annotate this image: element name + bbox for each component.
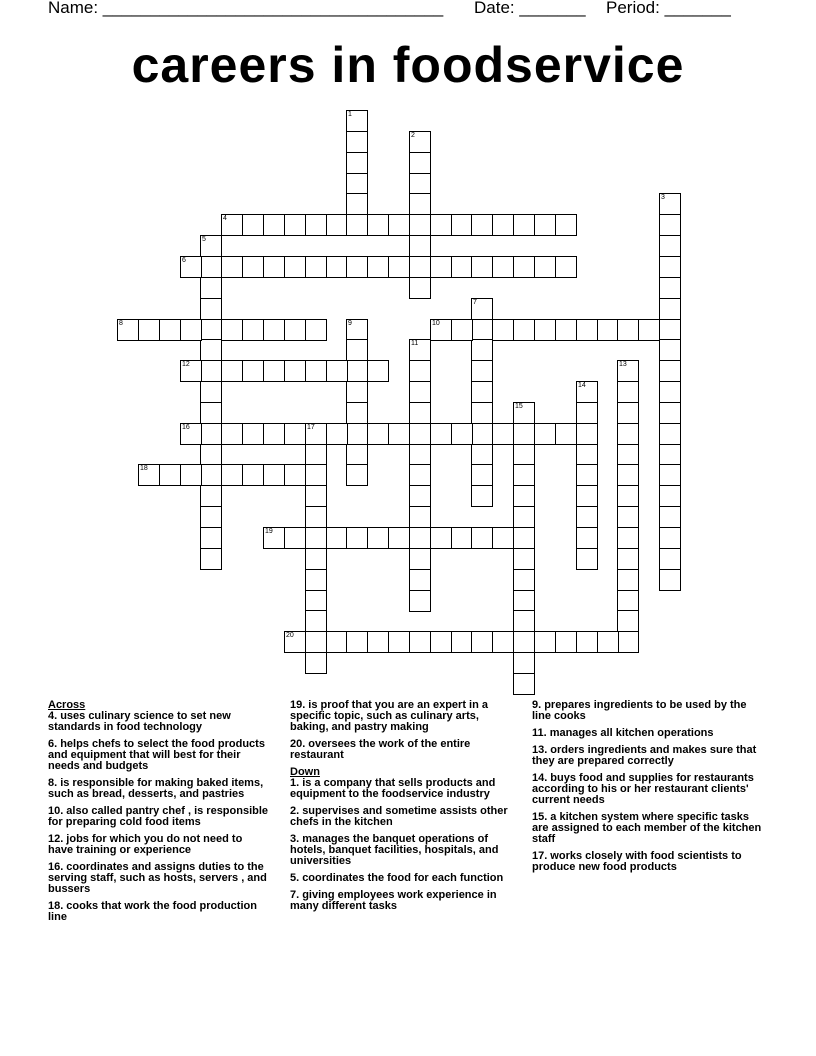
- clue-number: 13: [619, 361, 627, 368]
- name-field-label[interactable]: Name: ____________________________________: [48, 0, 444, 17]
- grid-cell[interactable]: [305, 423, 327, 445]
- grid-cell[interactable]: [138, 464, 160, 486]
- grid-cell[interactable]: [221, 214, 243, 236]
- grid-cell[interactable]: [659, 339, 681, 361]
- grid-cell[interactable]: [576, 444, 598, 466]
- clue-across-8: 8. is responsible for making baked items, such as bread, desserts, and pastries: [48, 777, 264, 800]
- grid-cell[interactable]: [513, 610, 535, 632]
- grid-cell[interactable]: [513, 423, 535, 445]
- grid-cell[interactable]: [367, 214, 389, 236]
- grid-cell[interactable]: [346, 256, 368, 278]
- grid-cell[interactable]: [471, 298, 493, 320]
- grid-cell[interactable]: [200, 402, 222, 424]
- clue-number: 17: [307, 424, 315, 431]
- grid-cell[interactable]: [471, 319, 493, 341]
- grid-cell[interactable]: [617, 548, 639, 570]
- grid-cell[interactable]: [471, 360, 493, 382]
- grid-cell[interactable]: [409, 173, 431, 195]
- grid-cell[interactable]: [138, 319, 160, 341]
- grid-cell[interactable]: [200, 464, 222, 486]
- clue-down-13: 13. orders ingredients and makes sure that they are prepared correctly: [532, 744, 757, 767]
- grid-cell[interactable]: [659, 485, 681, 507]
- grid-cell[interactable]: [284, 360, 306, 382]
- grid-cell[interactable]: [388, 527, 410, 549]
- grid-cell[interactable]: [659, 277, 681, 299]
- clue-down-15: 15. a kitchen system where specific tasks are assigned to each member of the kitchen staff: [532, 811, 762, 845]
- grid-cell[interactable]: [346, 381, 368, 403]
- grid-cell[interactable]: [388, 631, 410, 653]
- grid-cell[interactable]: [159, 319, 181, 341]
- grid-cell[interactable]: [346, 464, 368, 486]
- grid-cell[interactable]: [200, 485, 222, 507]
- grid-cell[interactable]: [555, 631, 577, 653]
- clue-across-16: 16. coordinates and assigns duties to the serving staff, such as hosts, servers , and bussers: [48, 861, 267, 895]
- grid-cell[interactable]: [305, 464, 327, 486]
- grid-cell[interactable]: [513, 402, 535, 424]
- grid-cell[interactable]: [513, 256, 535, 278]
- grid-cell[interactable]: [659, 381, 681, 403]
- grid-cell[interactable]: [242, 360, 264, 382]
- grid-cell[interactable]: [617, 590, 639, 612]
- grid-cell[interactable]: [346, 360, 368, 382]
- grid-cell[interactable]: [409, 214, 431, 236]
- grid-cell[interactable]: [409, 360, 431, 382]
- grid-cell[interactable]: [263, 360, 285, 382]
- grid-cell[interactable]: [409, 256, 431, 278]
- grid-cell[interactable]: [534, 423, 556, 445]
- grid-cell[interactable]: [200, 360, 222, 382]
- grid-cell[interactable]: [326, 214, 348, 236]
- grid-cell[interactable]: [305, 256, 327, 278]
- grid-cell[interactable]: [471, 381, 493, 403]
- grid-cell[interactable]: [305, 652, 327, 674]
- grid-cell[interactable]: [346, 339, 368, 361]
- grid-cell[interactable]: [576, 506, 598, 528]
- grid-cell[interactable]: [388, 423, 410, 445]
- clue-number: 12: [182, 361, 190, 368]
- grid-cell[interactable]: [409, 402, 431, 424]
- grid-cell[interactable]: [346, 152, 368, 174]
- grid-cell[interactable]: [200, 548, 222, 570]
- clue-number: 10: [432, 320, 440, 327]
- grid-cell[interactable]: [576, 464, 598, 486]
- grid-cell[interactable]: [534, 214, 556, 236]
- grid-cell[interactable]: [617, 569, 639, 591]
- grid-cell[interactable]: [409, 235, 431, 257]
- grid-cell[interactable]: [409, 131, 431, 153]
- grid-cell[interactable]: [180, 464, 202, 486]
- grid-cell[interactable]: [200, 444, 222, 466]
- grid-cell[interactable]: [367, 527, 389, 549]
- grid-cell[interactable]: [305, 319, 327, 341]
- clue-number: 3: [661, 194, 665, 201]
- grid-cell[interactable]: [221, 360, 243, 382]
- grid-cell[interactable]: [305, 548, 327, 570]
- grid-cell[interactable]: [451, 319, 473, 341]
- grid-cell[interactable]: [326, 256, 348, 278]
- grid-cell[interactable]: [659, 402, 681, 424]
- grid-cell[interactable]: [409, 464, 431, 486]
- clue-down-7: 7. giving employees work experience in many different tasks: [290, 889, 497, 912]
- grid-cell[interactable]: [284, 423, 306, 445]
- grid-cell[interactable]: [617, 485, 639, 507]
- grid-cell[interactable]: [430, 214, 452, 236]
- clue-number: 14: [578, 382, 586, 389]
- grid-cell[interactable]: [221, 319, 243, 341]
- grid-cell[interactable]: [346, 402, 368, 424]
- grid-cell[interactable]: [659, 214, 681, 236]
- grid-cell[interactable]: [617, 464, 639, 486]
- clue-across-20: 20. oversees the work of the entire restaurant: [290, 738, 471, 761]
- grid-cell[interactable]: [367, 256, 389, 278]
- clue-across-18: 18. cooks that work the food production line: [48, 900, 257, 923]
- grid-cell[interactable]: [200, 277, 222, 299]
- grid-cell[interactable]: [263, 256, 285, 278]
- grid-cell[interactable]: [513, 673, 535, 695]
- grid-cell[interactable]: [492, 214, 514, 236]
- grid-cell[interactable]: [617, 527, 639, 549]
- clue-across-12: 12. jobs for which you do not need to have training or experience: [48, 833, 243, 856]
- clue-number: 9: [348, 320, 352, 327]
- clue-down-1: 1. is a company that sells products and equipment to the foodservice industry: [290, 777, 496, 800]
- grid-cell[interactable]: [367, 631, 389, 653]
- grid-cell[interactable]: [659, 298, 681, 320]
- grid-cell[interactable]: [346, 631, 368, 653]
- grid-cell[interactable]: [576, 527, 598, 549]
- grid-cell[interactable]: [242, 319, 264, 341]
- grid-cell[interactable]: [471, 444, 493, 466]
- grid-cell[interactable]: [471, 527, 493, 549]
- grid-cell[interactable]: [305, 631, 327, 653]
- grid-cell[interactable]: [346, 444, 368, 466]
- grid-cell[interactable]: [346, 423, 368, 445]
- grid-cell[interactable]: [284, 214, 306, 236]
- grid-cell[interactable]: [180, 423, 202, 445]
- grid-cell[interactable]: [492, 319, 514, 341]
- grid-cell[interactable]: [200, 381, 222, 403]
- period-field-label[interactable]: Period: _______: [606, 0, 731, 17]
- grid-cell[interactable]: [159, 464, 181, 486]
- grid-cell[interactable]: [513, 506, 535, 528]
- grid-cell[interactable]: [263, 527, 285, 549]
- grid-cell[interactable]: [555, 319, 577, 341]
- grid-cell[interactable]: [659, 506, 681, 528]
- clue-down-11: 11. manages all kitchen operations: [532, 727, 714, 739]
- grid-cell[interactable]: [576, 402, 598, 424]
- grid-cell[interactable]: [263, 214, 285, 236]
- grid-cell[interactable]: [117, 319, 139, 341]
- clue-down-9: 9. prepares ingredients to be used by the line cooks: [532, 699, 747, 722]
- grid-cell[interactable]: [200, 506, 222, 528]
- grid-cell[interactable]: [617, 360, 639, 382]
- grid-cell[interactable]: [534, 256, 556, 278]
- grid-cell[interactable]: [471, 423, 493, 445]
- grid-cell[interactable]: [576, 381, 598, 403]
- grid-cell[interactable]: [346, 173, 368, 195]
- grid-cell[interactable]: [430, 423, 452, 445]
- grid-cell[interactable]: [409, 506, 431, 528]
- grid-cell[interactable]: [513, 652, 535, 674]
- grid-cell[interactable]: [430, 631, 452, 653]
- grid-cell[interactable]: [263, 319, 285, 341]
- grid-cell[interactable]: [409, 339, 431, 361]
- grid-cell[interactable]: [513, 631, 535, 653]
- grid-cell[interactable]: [305, 485, 327, 507]
- grid-cell[interactable]: [576, 631, 598, 653]
- grid-cell[interactable]: [513, 590, 535, 612]
- grid-cell[interactable]: [534, 319, 556, 341]
- grid-cell[interactable]: [597, 631, 619, 653]
- grid-cell[interactable]: [367, 360, 389, 382]
- grid-cell[interactable]: [492, 423, 514, 445]
- grid-cell[interactable]: [471, 256, 493, 278]
- clue-number: 1: [348, 111, 352, 118]
- grid-cell[interactable]: [409, 527, 431, 549]
- grid-cell[interactable]: [346, 110, 368, 132]
- clue-down-3: 3. manages the banquet operations of hotels, banquet facilities, hospitals, and universities: [290, 833, 499, 867]
- clue-number: 2: [411, 132, 415, 139]
- grid-cell[interactable]: [284, 256, 306, 278]
- grid-cell[interactable]: [659, 548, 681, 570]
- clue-number: 16: [182, 424, 190, 431]
- across-heading: Across: [48, 699, 86, 711]
- grid-cell[interactable]: [659, 235, 681, 257]
- date-field-label[interactable]: Date: _______: [474, 0, 586, 17]
- grid-cell[interactable]: [513, 464, 535, 486]
- clue-across-4: 4. uses culinary science to set new standards in food technology: [48, 710, 231, 733]
- grid-cell[interactable]: [305, 527, 327, 549]
- grid-cell[interactable]: [617, 610, 639, 632]
- clue-number: 5: [202, 236, 206, 243]
- grid-cell[interactable]: [346, 193, 368, 215]
- grid-cell[interactable]: [221, 464, 243, 486]
- grid-cell[interactable]: [409, 423, 431, 445]
- grid-cell[interactable]: [242, 464, 264, 486]
- grid-cell[interactable]: [409, 381, 431, 403]
- grid-cell[interactable]: [200, 319, 222, 341]
- grid-cell[interactable]: [180, 319, 202, 341]
- grid-cell[interactable]: [492, 256, 514, 278]
- clue-number: 15: [515, 403, 523, 410]
- grid-cell[interactable]: [200, 339, 222, 361]
- clue-across-10: 10. also called pantry chef , is responsible for preparing cold food items: [48, 805, 269, 828]
- grid-cell[interactable]: [346, 319, 368, 341]
- grid-cell[interactable]: [659, 360, 681, 382]
- grid-cell[interactable]: [284, 631, 306, 653]
- grid-cell[interactable]: [200, 527, 222, 549]
- grid-cell[interactable]: [263, 423, 285, 445]
- grid-cell[interactable]: [617, 506, 639, 528]
- grid-cell[interactable]: [326, 631, 348, 653]
- grid-cell[interactable]: [305, 506, 327, 528]
- grid-cell[interactable]: [471, 464, 493, 486]
- clue-down-5: 5. coordinates the food for each function: [290, 872, 504, 884]
- grid-cell[interactable]: [659, 569, 681, 591]
- grid-cell[interactable]: [576, 423, 598, 445]
- grid-cell[interactable]: [555, 423, 577, 445]
- grid-cell[interactable]: [659, 527, 681, 549]
- grid-cell[interactable]: [513, 444, 535, 466]
- grid-cell[interactable]: [305, 360, 327, 382]
- grid-cell[interactable]: [409, 277, 431, 299]
- grid-cell[interactable]: [555, 256, 577, 278]
- grid-cell[interactable]: [200, 423, 222, 445]
- grid-cell[interactable]: [617, 319, 639, 341]
- grid-cell[interactable]: [576, 485, 598, 507]
- clue-number: 6: [182, 257, 186, 264]
- grid-cell[interactable]: [346, 214, 368, 236]
- grid-cell[interactable]: [513, 319, 535, 341]
- clue-across-19: 19. is proof that you are an expert in a specific topic, such as culinary arts, baking, and pastry making: [290, 699, 489, 733]
- grid-cell[interactable]: [409, 444, 431, 466]
- grid-cell[interactable]: [597, 319, 619, 341]
- grid-cell[interactable]: [617, 402, 639, 424]
- grid-cell[interactable]: [659, 444, 681, 466]
- grid-cell[interactable]: [409, 152, 431, 174]
- clue-number: 18: [140, 465, 148, 472]
- grid-cell[interactable]: [471, 402, 493, 424]
- grid-cell[interactable]: [409, 590, 431, 612]
- grid-cell[interactable]: [513, 214, 535, 236]
- grid-cell[interactable]: [367, 423, 389, 445]
- clues-column-3: [532, 700, 768, 879]
- grid-cell[interactable]: [430, 256, 452, 278]
- grid-cell[interactable]: [346, 527, 368, 549]
- grid-cell[interactable]: [617, 631, 639, 653]
- grid-cell[interactable]: [471, 339, 493, 361]
- grid-cell[interactable]: [409, 569, 431, 591]
- grid-cell[interactable]: [409, 548, 431, 570]
- grid-cell[interactable]: [409, 631, 431, 653]
- grid-cell[interactable]: [471, 485, 493, 507]
- grid-cell[interactable]: [326, 360, 348, 382]
- clue-down-2: 2. supervises and sometime assists other chefs in the kitchen: [290, 805, 508, 828]
- grid-cell[interactable]: [200, 235, 222, 257]
- grid-cell[interactable]: [284, 464, 306, 486]
- grid-cell[interactable]: [242, 214, 264, 236]
- grid-cell[interactable]: [284, 527, 306, 549]
- grid-cell[interactable]: [617, 423, 639, 445]
- clue-number: 7: [473, 299, 477, 306]
- grid-cell[interactable]: [471, 214, 493, 236]
- grid-cell[interactable]: [659, 319, 681, 341]
- grid-cell[interactable]: [492, 527, 514, 549]
- grid-cell[interactable]: [451, 527, 473, 549]
- clue-down-17: 17. works closely with food scientists to produce new food products: [532, 850, 742, 873]
- grid-cell[interactable]: [180, 256, 202, 278]
- grid-cell[interactable]: [430, 527, 452, 549]
- grid-cell[interactable]: [534, 631, 556, 653]
- down-heading: Down: [290, 766, 320, 778]
- grid-cell[interactable]: [617, 381, 639, 403]
- grid-cell[interactable]: [409, 193, 431, 215]
- grid-cell[interactable]: [200, 298, 222, 320]
- grid-cell[interactable]: [492, 631, 514, 653]
- grid-cell[interactable]: [471, 631, 493, 653]
- grid-cell[interactable]: [305, 590, 327, 612]
- grid-cell[interactable]: [638, 319, 660, 341]
- grid-cell[interactable]: [513, 485, 535, 507]
- grid-cell[interactable]: [200, 256, 222, 278]
- grid-cell[interactable]: [346, 131, 368, 153]
- grid-cell[interactable]: [284, 319, 306, 341]
- grid-cell[interactable]: [555, 214, 577, 236]
- grid-cell[interactable]: [451, 256, 473, 278]
- grid-cell[interactable]: [409, 485, 431, 507]
- clue-number: 19: [265, 528, 273, 535]
- grid-cell[interactable]: [617, 444, 639, 466]
- grid-cell[interactable]: [451, 423, 473, 445]
- grid-cell[interactable]: [221, 256, 243, 278]
- clue-across-6: 6. helps chefs to select the food products and equipment that will best for their needs and budgets: [48, 738, 265, 772]
- grid-cell[interactable]: [659, 193, 681, 215]
- grid-cell[interactable]: [451, 214, 473, 236]
- grid-cell[interactable]: [513, 527, 535, 549]
- grid-cell[interactable]: [326, 423, 348, 445]
- clue-number: 4: [223, 215, 227, 222]
- grid-cell[interactable]: [576, 548, 598, 570]
- grid-cell[interactable]: [430, 319, 452, 341]
- grid-cell[interactable]: [659, 464, 681, 486]
- grid-cell[interactable]: [659, 256, 681, 278]
- grid-cell[interactable]: [388, 256, 410, 278]
- clues-column-2: [290, 700, 520, 918]
- grid-cell[interactable]: [242, 256, 264, 278]
- clue-number: 11: [411, 340, 419, 347]
- grid-cell[interactable]: [388, 214, 410, 236]
- grid-cell[interactable]: [513, 548, 535, 570]
- grid-cell[interactable]: [221, 423, 243, 445]
- grid-cell[interactable]: [242, 423, 264, 445]
- page-title: careers in foodservice: [131, 37, 685, 93]
- clue-number: 20: [286, 632, 294, 639]
- grid-cell[interactable]: [305, 214, 327, 236]
- grid-cell[interactable]: [263, 464, 285, 486]
- grid-cell[interactable]: [576, 319, 598, 341]
- grid-cell[interactable]: [305, 610, 327, 632]
- grid-cell[interactable]: [305, 444, 327, 466]
- clue-number: 8: [119, 320, 123, 327]
- grid-cell[interactable]: [305, 569, 327, 591]
- grid-cell[interactable]: [326, 527, 348, 549]
- grid-cell[interactable]: [180, 360, 202, 382]
- grid-cell[interactable]: [659, 423, 681, 445]
- grid-cell[interactable]: [513, 569, 535, 591]
- grid-cell[interactable]: [451, 631, 473, 653]
- clues-column-1: [48, 700, 270, 929]
- clue-down-14: 14. buys food and supplies for restaurants according to his or her restaurant clients' current needs: [532, 772, 754, 806]
